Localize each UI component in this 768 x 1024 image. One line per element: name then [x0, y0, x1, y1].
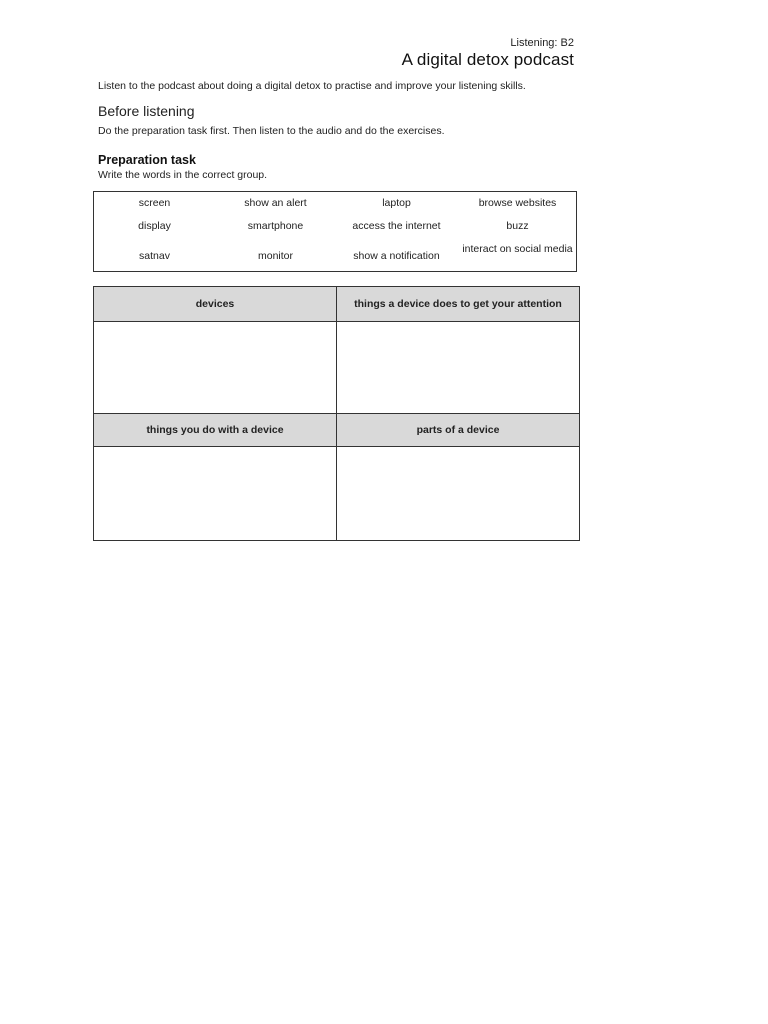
answer-cell-parts[interactable] — [337, 447, 580, 541]
word-item: satnav — [139, 250, 170, 262]
word-item: laptop — [382, 197, 411, 209]
word-item: smartphone — [247, 220, 304, 232]
word-item: access the internet — [352, 220, 441, 232]
grouping-table — [93, 286, 580, 541]
answer-cell-devices[interactable] — [94, 322, 337, 414]
word-item: show an alert — [244, 197, 307, 209]
answer-cell-attention[interactable] — [337, 322, 580, 414]
group-header-devices: devices — [94, 287, 337, 322]
group-header-things-you-do: things you do with a device — [94, 414, 337, 447]
word-item: display — [138, 220, 171, 232]
preparation-task-title: Preparation task — [98, 153, 196, 167]
preparation-task-instruction: Write the words in the correct group. — [98, 169, 268, 181]
word-item: monitor — [257, 250, 293, 262]
group-header-parts: parts of a device — [337, 414, 580, 447]
word-item: show a notification — [353, 250, 440, 262]
before-listening-heading: Before listening — [98, 103, 195, 119]
word-item: screen — [138, 197, 171, 209]
word-item: interact on social media — [462, 243, 573, 255]
level-label: Listening: B2 — [510, 37, 574, 49]
group-header-attention: things a device does to get your attention — [337, 287, 580, 322]
intro-text: Listen to the podcast about doing a digital detox to practise and improve your listening skills. — [98, 80, 526, 92]
answer-cell-things-you-do[interactable] — [94, 447, 337, 541]
before-listening-instruction: Do the preparation task first. Then listen to the audio and do the exercises. — [98, 125, 445, 137]
word-item: buzz — [506, 220, 529, 232]
word-bank — [93, 191, 577, 272]
word-item: browse websites — [478, 197, 557, 209]
page-title: A digital detox podcast — [401, 50, 574, 69]
